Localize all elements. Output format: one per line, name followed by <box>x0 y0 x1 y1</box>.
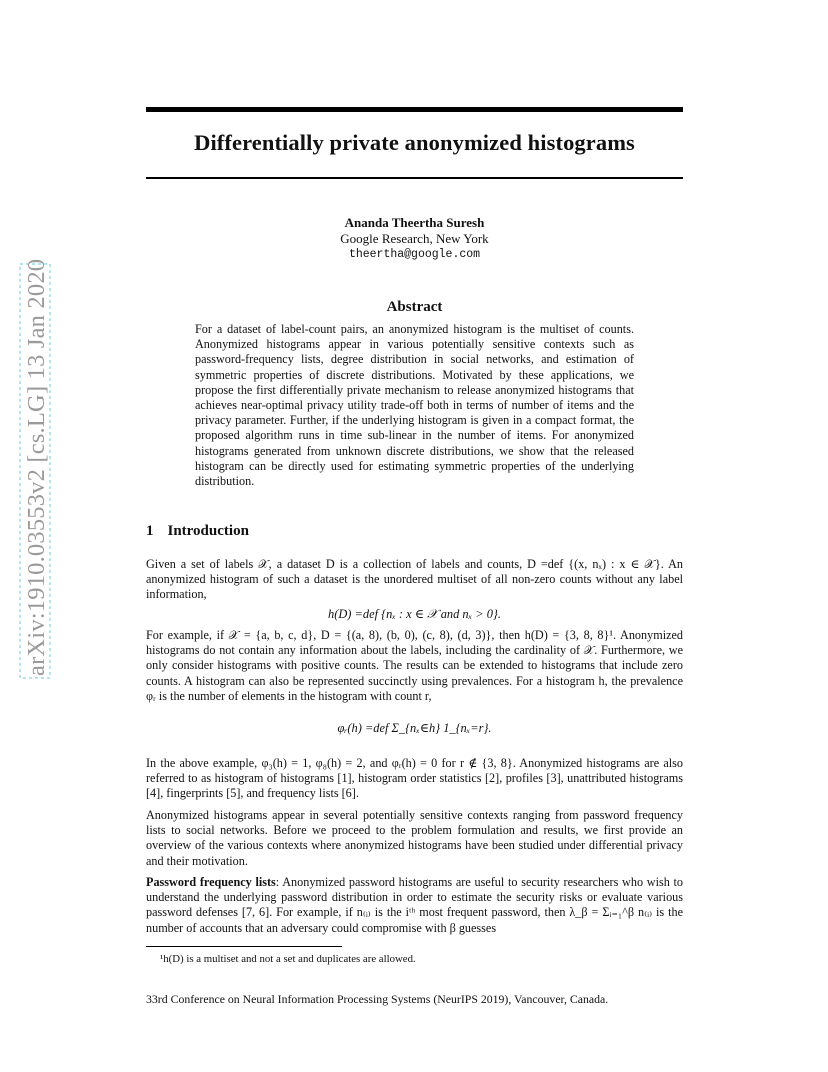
paragraph-intro-1: Given a set of labels 𝒳, a dataset D is a collection of labels and counts, D =def {(x, nₓ) : x ∈ 𝒳}. An anonymized histogram of such a dataset is the unordered multiset of all non-zero counts without any label information, <box>146 557 683 602</box>
arxiv-stamp <box>12 258 52 680</box>
title-rule-top <box>146 107 683 112</box>
footnote-rule <box>146 946 342 947</box>
paragraph-password-lists <box>146 875 683 936</box>
password-lists-text: : Anonymized password histograms are useful to security researchers who wish to understand the underlying password distribution in order to estimate the security risks or evaluate various password defenses [7, 6]. For example, if n₍ᵢ₎ is the iᵗʰ most frequent password, then λ_β = Σᵢ₌₁^β n₍ᵢ₎ is the number of accounts that an adversary could compromise with β guesses <box>146 875 684 935</box>
author-email[interactable]: theertha@google.com <box>348 248 481 261</box>
password-lists-label: Password frequency lists <box>146 875 276 889</box>
footnote: ¹h(D) is a multiset and not a set and duplicates are allowed. <box>160 953 416 965</box>
section-number: 1 <box>146 523 154 539</box>
arxiv-stamp-graphic <box>12 258 52 680</box>
abstract-text: For a dataset of label-count pairs, an anonymized histogram is the multiset of counts. Anonymized histograms appear in various potentially sensitive contexts such as password-frequency lists, degree distribution in social networks, and estimation of symmetric properties of discrete distributions. Motivated by these applications, we propose the first differentially private mechanism to release anonymized histograms that achieves near-optimal privacy utility trade-off both in terms of number of items and the privacy parameter. Further, if the underlying histogram is given in a compact format, the proposed algorithm runs in time sub-linear in the number of items. For anonymized histograms generated from unknown discrete distributions, we show that the released histogram can be directly used for estimating symmetric properties of the underlying distribution. <box>195 322 634 489</box>
equation-prevalence: φᵣ(h) =def Σ_{nₓ∈h} 1_{nₓ=r}. <box>337 721 492 735</box>
arxiv-id-text[interactable]: arXiv:1910.03553v2 [cs.LG] 13 Jan 2020 <box>23 258 50 676</box>
author-affiliation: Google Research, New York <box>340 231 489 246</box>
title-rule-bottom <box>146 177 683 179</box>
paragraph-intro-4: Anonymized histograms appear in several potentially sensitive contexts ranging from password frequency lists to social networks. Before we proceed to the problem formulation and results, we first provide an overview of the various contexts where anonymized histograms have been studied under differential privacy and their motivation. <box>146 808 683 868</box>
paper-title: Differentially private anonymized histograms <box>194 130 635 155</box>
author-block <box>146 215 683 263</box>
section-title: Introduction <box>167 523 249 539</box>
author-name: Ananda Theertha Suresh <box>344 215 485 230</box>
abstract-heading: Abstract <box>386 299 443 315</box>
section-heading <box>146 523 249 540</box>
equation-histogram: h(D) =def {nₓ : x ∈ 𝒳 and nₓ > 0}. <box>328 607 501 621</box>
conference-note: 33rd Conference on Neural Information Processing Systems (NeurIPS 2019), Vancouver, Canada. <box>146 992 609 1006</box>
paragraph-intro-3: In the above example, φ₃(h) = 1, φ₈(h) = 2, and φᵣ(h) = 0 for r ∉ {3, 8}. Anonymized histograms are also referred to as histogram of histograms [1], histogram order statistics [2], profiles [3], unattributed histograms [4], fingerprints [5], and frequency lists [6]. <box>146 756 683 801</box>
paragraph-intro-2: For example, if 𝒳 = {a, b, c, d}, D = {(a, 8), (b, 0), (c, 8), (d, 3)}, then h(D) = {3, 8, 8}¹. Anonymized histograms do not contain any information about the labels, including the cardinality of 𝒳. Furthermore, we only consider histograms with positive counts. The results can be extended to histograms that include zero counts. A histogram can also be represented succinctly using prevalences. For a histogram h, the prevalence φᵣ is the number of elements in the histogram with count r, <box>146 628 683 703</box>
